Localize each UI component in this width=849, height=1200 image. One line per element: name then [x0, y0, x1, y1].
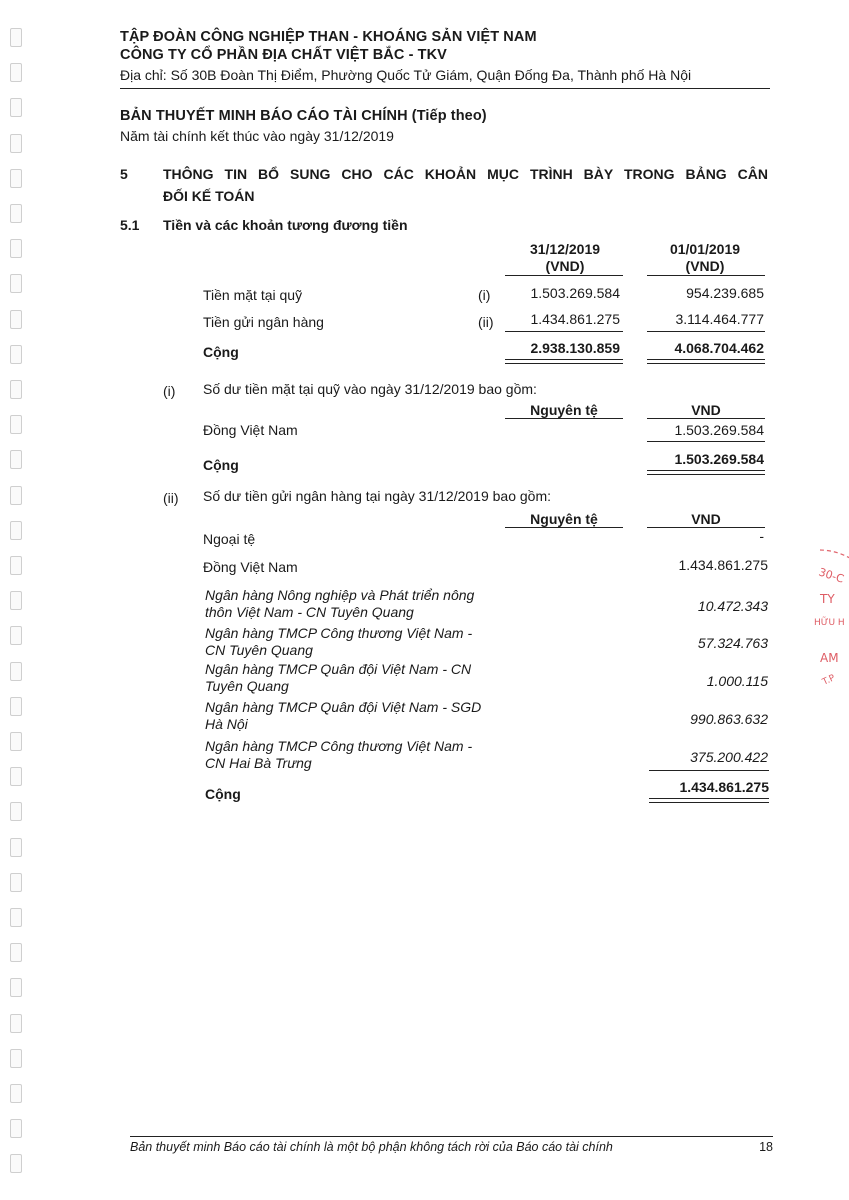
company-name: CÔNG TY CỔ PHẦN ĐỊA CHẤT VIỆT BẮC - TKV [120, 47, 447, 63]
binder-hole [10, 450, 22, 469]
bank-3-value: 1.000.115 [706, 673, 768, 689]
binder-hole [10, 697, 22, 716]
bank-deposits-prior-value: 3.114.464.777 [675, 311, 764, 327]
note-ii-total-double-rule [649, 798, 769, 803]
footer-rule [130, 1136, 773, 1137]
col1-date: 31/12/2019 [529, 241, 601, 257]
binder-hole [10, 1014, 22, 1033]
bank-3-name-line2: Tuyên Quang [205, 678, 289, 694]
bank-deposits-note: (ii) [478, 314, 494, 330]
bank-2-name-line1: Ngân hàng TMCP Công thương Việt Nam - [205, 625, 473, 641]
stamp-text-5: T.P [821, 673, 837, 688]
note-i-col1-header: Nguyên tệ [530, 402, 598, 418]
note-ii-foreign-value: - [759, 528, 764, 544]
note-i-col1-rule [505, 418, 623, 419]
page-number: 18 [759, 1140, 773, 1154]
group-name: TẬP ĐOÀN CÔNG NGHIỆP THAN - KHOÁNG SẢN VIỆT NAM [120, 29, 537, 45]
col2-unit: (VND) [685, 258, 725, 274]
report-title: BẢN THUYẾT MINH BÁO CÁO TÀI CHÍNH (Tiếp theo) [120, 108, 487, 124]
note-ii-vnd-value: 1.434.861.275 [678, 557, 768, 573]
col1-header-rule [505, 275, 623, 276]
bank-2-value: 57.324.763 [697, 635, 768, 651]
stamp-text-3: HỮU H [814, 618, 845, 628]
col1-sum-rule [505, 331, 623, 332]
binder-hole [10, 28, 22, 47]
binder-hole [10, 943, 22, 962]
bank-deposits-label: Tiền gửi ngân hàng [203, 314, 324, 330]
col2-total-double-rule [647, 359, 765, 364]
binder-hole [10, 415, 22, 434]
binder-hole [10, 486, 22, 505]
note-ii-total-value: 1.434.861.275 [679, 779, 769, 795]
section-5-1-title: Tiền và các khoản tương đương tiền [163, 217, 408, 233]
note-i-total-label: Cộng [203, 457, 239, 473]
cash-on-hand-label: Tiền mặt tại quỹ [203, 287, 303, 303]
binder-hole [10, 556, 22, 575]
col1-unit: (VND) [545, 258, 585, 274]
bank-5-name-line2: CN Hai Bà Trưng [205, 755, 312, 771]
note-ii-col1-rule [505, 527, 623, 528]
binder-hole [10, 98, 22, 117]
binder-hole [10, 63, 22, 82]
col1-total-double-rule [505, 359, 623, 364]
binder-hole [10, 169, 22, 188]
bank-5-name-line1: Ngân hàng TMCP Công thương Việt Nam - [205, 738, 473, 754]
note-i-sum-rule [647, 441, 765, 442]
note-ii-col2-header: VND [691, 511, 721, 527]
stamp-text-2: TY [820, 592, 835, 606]
note-i-col2-header: VND [691, 402, 721, 418]
bank-1-value: 10.472.343 [697, 598, 768, 614]
note-ii-col1-header: Nguyên tệ [530, 511, 598, 527]
bank-4-name-line2: Hà Nội [205, 716, 248, 732]
report-subtitle: Năm tài chính kết thúc vào ngày 31/12/2019 [120, 128, 394, 144]
binder-hole [10, 1154, 22, 1173]
bank-1-name-line1: Ngân hàng Nông nghiệp và Phát triển nông [205, 587, 475, 603]
note-ii-total-label: Cộng [205, 786, 241, 802]
binder-hole [10, 310, 22, 329]
note-ii-text: Số dư tiền gửi ngân hàng tại ngày 31/12/2019 bao gồm: [203, 488, 552, 504]
binder-hole [10, 802, 22, 821]
note-ii-marker: (ii) [163, 490, 179, 506]
binder-hole [10, 626, 22, 645]
binder-hole [10, 134, 22, 153]
bank-4-value: 990.863.632 [690, 711, 768, 727]
company-address: Địa chỉ: Số 30B Đoàn Thị Điểm, Phường Quốc Tử Giám, Quận Đống Đa, Thành phố Hà Nội [120, 67, 692, 83]
binder-hole [10, 521, 22, 540]
note-ii-sum-rule [649, 770, 769, 771]
binder-hole [10, 873, 22, 892]
note-i-row-value: 1.503.269.584 [674, 422, 764, 438]
binder-hole [10, 591, 22, 610]
binder-hole [10, 1084, 22, 1103]
note-i-total-value: 1.503.269.584 [674, 451, 764, 467]
binder-hole [10, 204, 22, 223]
company-stamp-fragment [800, 545, 849, 705]
bank-5-value: 375.200.422 [690, 749, 768, 765]
cash-on-hand-note: (i) [478, 287, 491, 303]
binder-hole [10, 380, 22, 399]
footer-text: Bản thuyết minh Báo cáo tài chính là một bộ phận không tách rời của Báo cáo tài chính [130, 1140, 613, 1154]
binder-hole [10, 1119, 22, 1138]
binder-hole [10, 662, 22, 681]
binder-hole [10, 978, 22, 997]
section-5-1-total-label: Cộng [203, 344, 239, 360]
section-5-1-total-prior: 4.068.704.462 [674, 340, 764, 356]
cash-on-hand-prior-value: 954.239.685 [686, 285, 764, 301]
bank-1-name-line2: thôn Việt Nam - CN Tuyên Quang [205, 604, 414, 620]
binder-hole [10, 908, 22, 927]
binder-hole [10, 1049, 22, 1068]
stamp-text-4: AM [820, 651, 839, 665]
col2-sum-rule [647, 331, 765, 332]
section-5-title-line1: THÔNG TIN BỔ SUNG CHO CÁC KHOẢN MỤC TRÌNH BÀY TRONG BẢNG CÂN [163, 166, 768, 182]
note-i-marker: (i) [163, 383, 176, 399]
col2-date: 01/01/2019 [669, 241, 741, 257]
binder-hole [10, 767, 22, 786]
binder-hole [10, 239, 22, 258]
binder-hole [10, 838, 22, 857]
stamp-text-1: 30-C [817, 565, 846, 586]
bank-2-name-line2: CN Tuyên Quang [205, 642, 313, 658]
note-i-col2-rule [647, 418, 765, 419]
bank-4-name-line1: Ngân hàng TMCP Quân đội Việt Nam - SGD [205, 699, 482, 715]
bank-deposits-2019-value: 1.434.861.275 [530, 311, 620, 327]
header-rule [120, 88, 770, 89]
note-i-total-double-rule [647, 470, 765, 475]
section-5-1-total-2019: 2.938.130.859 [530, 340, 620, 356]
section-5-number: 5 [120, 166, 128, 182]
note-i-text: Số dư tiền mặt tại quỹ vào ngày 31/12/2019 bao gồm: [203, 381, 537, 397]
note-ii-vnd-label: Đồng Việt Nam [203, 559, 298, 575]
binder-hole [10, 274, 22, 293]
note-i-row-label: Đồng Việt Nam [203, 422, 298, 438]
binder-hole [10, 345, 22, 364]
bank-3-name-line1: Ngân hàng TMCP Quân đội Việt Nam - CN [205, 661, 472, 677]
binder-hole [10, 732, 22, 751]
cash-on-hand-2019-value: 1.503.269.584 [530, 285, 620, 301]
section-5-1-number: 5.1 [120, 217, 140, 233]
col2-header-rule [647, 275, 765, 276]
section-5-title-line2: ĐỐI KẾ TOÁN [163, 188, 255, 204]
note-ii-foreign-label: Ngoại tệ [203, 531, 256, 547]
